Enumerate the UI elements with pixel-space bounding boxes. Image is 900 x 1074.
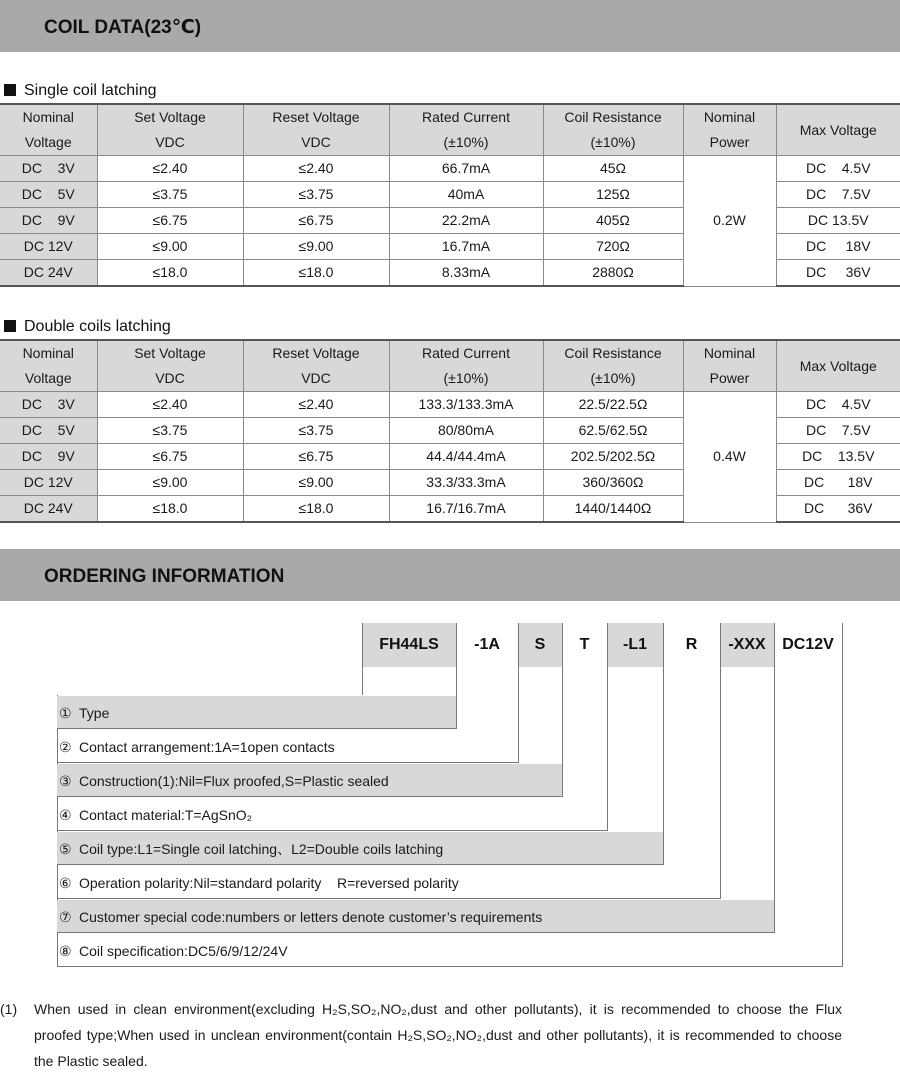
ordering-title: ORDERING INFORMATION — [44, 549, 284, 605]
footnote — [0, 996, 842, 1074]
double-coil-table — [0, 339, 900, 523]
table-cell: ≤2.40 — [243, 156, 389, 182]
column-header — [543, 104, 683, 156]
table-cell: DC 18V — [776, 470, 900, 496]
table-cell: 16.7mA — [389, 234, 543, 260]
desc-polarity: ⑥ Operation polarity:Nil=standard polarity R=reversed polarity — [57, 866, 721, 899]
table-cell: ≤6.75 — [243, 444, 389, 470]
table-header-row — [0, 104, 900, 156]
double-coil-title: Double coils latching — [24, 318, 171, 335]
table-cell: 1440/1440Ω — [543, 496, 683, 523]
table-cell: 360/360Ω — [543, 470, 683, 496]
column-header-line: Nominal — [0, 341, 97, 366]
column-header-line: (±10%) — [544, 130, 683, 155]
table-row — [0, 156, 900, 182]
single-coil-table — [0, 103, 900, 287]
table-cell: ≤9.00 — [97, 234, 243, 260]
nominal-voltage-cell: DC 24V — [0, 496, 97, 523]
desc-coil-type: ⑤ Coil type:L1=Single coil latching、L2=Double coils latching — [57, 832, 664, 865]
desc-customer: ⑦ Customer special code:numbers or letters denote customer’s requirements — [57, 900, 775, 933]
table-cell: 405Ω — [543, 208, 683, 234]
nominal-voltage-cell: DC 24V — [0, 260, 97, 287]
column-header-line: Coil Resistance — [544, 105, 683, 130]
footnote-number: (1) — [0, 996, 17, 1022]
code-construction: S — [518, 623, 562, 667]
code-coil-spec: DC12V — [774, 623, 842, 667]
column-header — [0, 104, 97, 156]
table-cell: DC 4.5V — [776, 392, 900, 418]
column-header — [683, 104, 776, 156]
table-cell: 62.5/62.5Ω — [543, 418, 683, 444]
table-cell: ≤2.40 — [97, 156, 243, 182]
ordering-banner — [0, 549, 900, 601]
nominal-voltage-cell: DC 5V — [0, 418, 97, 444]
column-header-line: VDC — [244, 366, 389, 391]
table-cell: DC 13.5V — [776, 444, 900, 470]
column-header-line: Rated Current — [390, 105, 543, 130]
table-cell: 202.5/202.5Ω — [543, 444, 683, 470]
table-cell: ≤3.75 — [97, 182, 243, 208]
column-header-line: Coil Resistance — [544, 341, 683, 366]
code-polarity: R — [663, 623, 720, 667]
table-cell: 45Ω — [543, 156, 683, 182]
desc-type: ① Type — [57, 696, 457, 729]
column-header-line: Rated Current — [390, 341, 543, 366]
table-cell: ≤9.00 — [97, 470, 243, 496]
column-header-line: Max Voltage — [777, 354, 900, 379]
table-cell: 40mA — [389, 182, 543, 208]
nominal-voltage-cell: DC 5V — [0, 182, 97, 208]
column-header-line: VDC — [98, 366, 243, 391]
desc-contact: ② Contact arrangement:1A=1open contacts — [57, 730, 519, 763]
table-cell: ≤3.75 — [97, 418, 243, 444]
code-coil-type: -L1 — [607, 623, 663, 667]
column-header-line: Power — [684, 366, 776, 391]
table-cell: DC 13.5V — [776, 208, 900, 234]
table-cell: DC 18V — [776, 234, 900, 260]
leader-line — [842, 623, 843, 967]
nominal-voltage-cell: DC 12V — [0, 470, 97, 496]
desc-coil-spec: ⑧ Coil specification:DC5/6/9/12/24V — [57, 934, 843, 967]
nominal-voltage-cell: DC 9V — [0, 444, 97, 470]
table-cell: ≤3.75 — [243, 418, 389, 444]
table-cell: ≤6.75 — [243, 208, 389, 234]
leader-line — [774, 623, 775, 933]
table-cell: ≤18.0 — [243, 260, 389, 287]
coil-data-title: COIL DATA(23℃) — [44, 0, 201, 56]
table-cell: 33.3/33.3mA — [389, 470, 543, 496]
nominal-voltage-cell: DC 3V — [0, 156, 97, 182]
column-header — [683, 340, 776, 392]
table-cell: ≤3.75 — [243, 182, 389, 208]
column-header-line: Power — [684, 130, 776, 155]
column-header — [97, 104, 243, 156]
column-header-line: Reset Voltage — [244, 341, 389, 366]
code-material: T — [562, 623, 607, 667]
column-header — [0, 340, 97, 392]
desc-construction: ③ Construction(1):Nil=Flux proofed,S=Plastic sealed — [57, 764, 563, 797]
table-cell: ≤2.40 — [97, 392, 243, 418]
square-bullet-icon — [4, 84, 16, 96]
table-cell: ≤18.0 — [243, 496, 389, 523]
table-cell: DC 7.5V — [776, 418, 900, 444]
table-cell: 44.4/44.4mA — [389, 444, 543, 470]
column-header-line: Nominal — [0, 105, 97, 130]
column-header-line: Set Voltage — [98, 105, 243, 130]
table-cell: 8.33mA — [389, 260, 543, 287]
table-cell: 16.7/16.7mA — [389, 496, 543, 523]
square-bullet-icon — [4, 320, 16, 332]
footnote-text: When used in clean environment(excluding H₂S,SO₂,NO₂,dust and other pollutants), it is recommended to choose the Flux proofed type;When used in unclean environment(contain H₂S,SO₂,NO₂,dust and other pollutants), it is recommended to choose the Plastic sealed. — [34, 996, 842, 1074]
table-cell: 2880Ω — [543, 260, 683, 287]
column-header-line: Max Voltage — [777, 118, 900, 143]
table-cell: ≤6.75 — [97, 208, 243, 234]
nominal-power-cell: 0.4W — [683, 392, 776, 523]
column-header — [389, 340, 543, 392]
nominal-voltage-cell: DC 12V — [0, 234, 97, 260]
table-cell: ≤18.0 — [97, 260, 243, 287]
code-contact: -1A — [456, 623, 518, 667]
table-cell: 125Ω — [543, 182, 683, 208]
column-header — [97, 340, 243, 392]
table-cell: ≤2.40 — [243, 392, 389, 418]
leader-line — [663, 623, 664, 865]
column-header — [776, 104, 900, 156]
column-header-line: Nominal — [684, 341, 776, 366]
leader-line — [362, 623, 363, 695]
code-type: FH44LS — [362, 623, 456, 667]
table-cell: 22.2mA — [389, 208, 543, 234]
column-header — [243, 340, 389, 392]
column-header-line: Reset Voltage — [244, 105, 389, 130]
column-header-line: (±10%) — [544, 366, 683, 391]
table-row — [0, 392, 900, 418]
table-cell: ≤6.75 — [97, 444, 243, 470]
column-header-line: Set Voltage — [98, 341, 243, 366]
nominal-power-cell: 0.2W — [683, 156, 776, 287]
nominal-voltage-cell: DC 9V — [0, 208, 97, 234]
single-coil-heading — [4, 82, 157, 100]
column-header-line: (±10%) — [390, 366, 543, 391]
column-header — [543, 340, 683, 392]
coil-data-banner — [0, 0, 900, 52]
column-header-line: Voltage — [0, 366, 97, 391]
nominal-voltage-cell: DC 3V — [0, 392, 97, 418]
table-cell: DC 36V — [776, 260, 900, 287]
column-header-line: Voltage — [0, 130, 97, 155]
table-cell: 720Ω — [543, 234, 683, 260]
single-coil-title: Single coil latching — [24, 82, 157, 99]
table-cell: 80/80mA — [389, 418, 543, 444]
table-header-row — [0, 340, 900, 392]
leader-line — [720, 623, 721, 899]
table-cell: 133.3/133.3mA — [389, 392, 543, 418]
column-header-line: Nominal — [684, 105, 776, 130]
code-customer: -XXX — [720, 623, 774, 667]
column-header — [776, 340, 900, 392]
table-cell: ≤9.00 — [243, 234, 389, 260]
table-cell: 66.7mA — [389, 156, 543, 182]
table-cell: DC 7.5V — [776, 182, 900, 208]
column-header-line: VDC — [244, 130, 389, 155]
column-header-line: (±10%) — [390, 130, 543, 155]
desc-material: ④ Contact material:T=AgSnO₂ — [57, 798, 608, 831]
column-header — [243, 104, 389, 156]
table-cell: DC 4.5V — [776, 156, 900, 182]
table-cell: ≤9.00 — [243, 470, 389, 496]
double-coil-heading — [4, 318, 171, 336]
table-cell: DC 36V — [776, 496, 900, 523]
table-cell: 22.5/22.5Ω — [543, 392, 683, 418]
column-header — [389, 104, 543, 156]
table-cell: ≤18.0 — [97, 496, 243, 523]
column-header-line: VDC — [98, 130, 243, 155]
